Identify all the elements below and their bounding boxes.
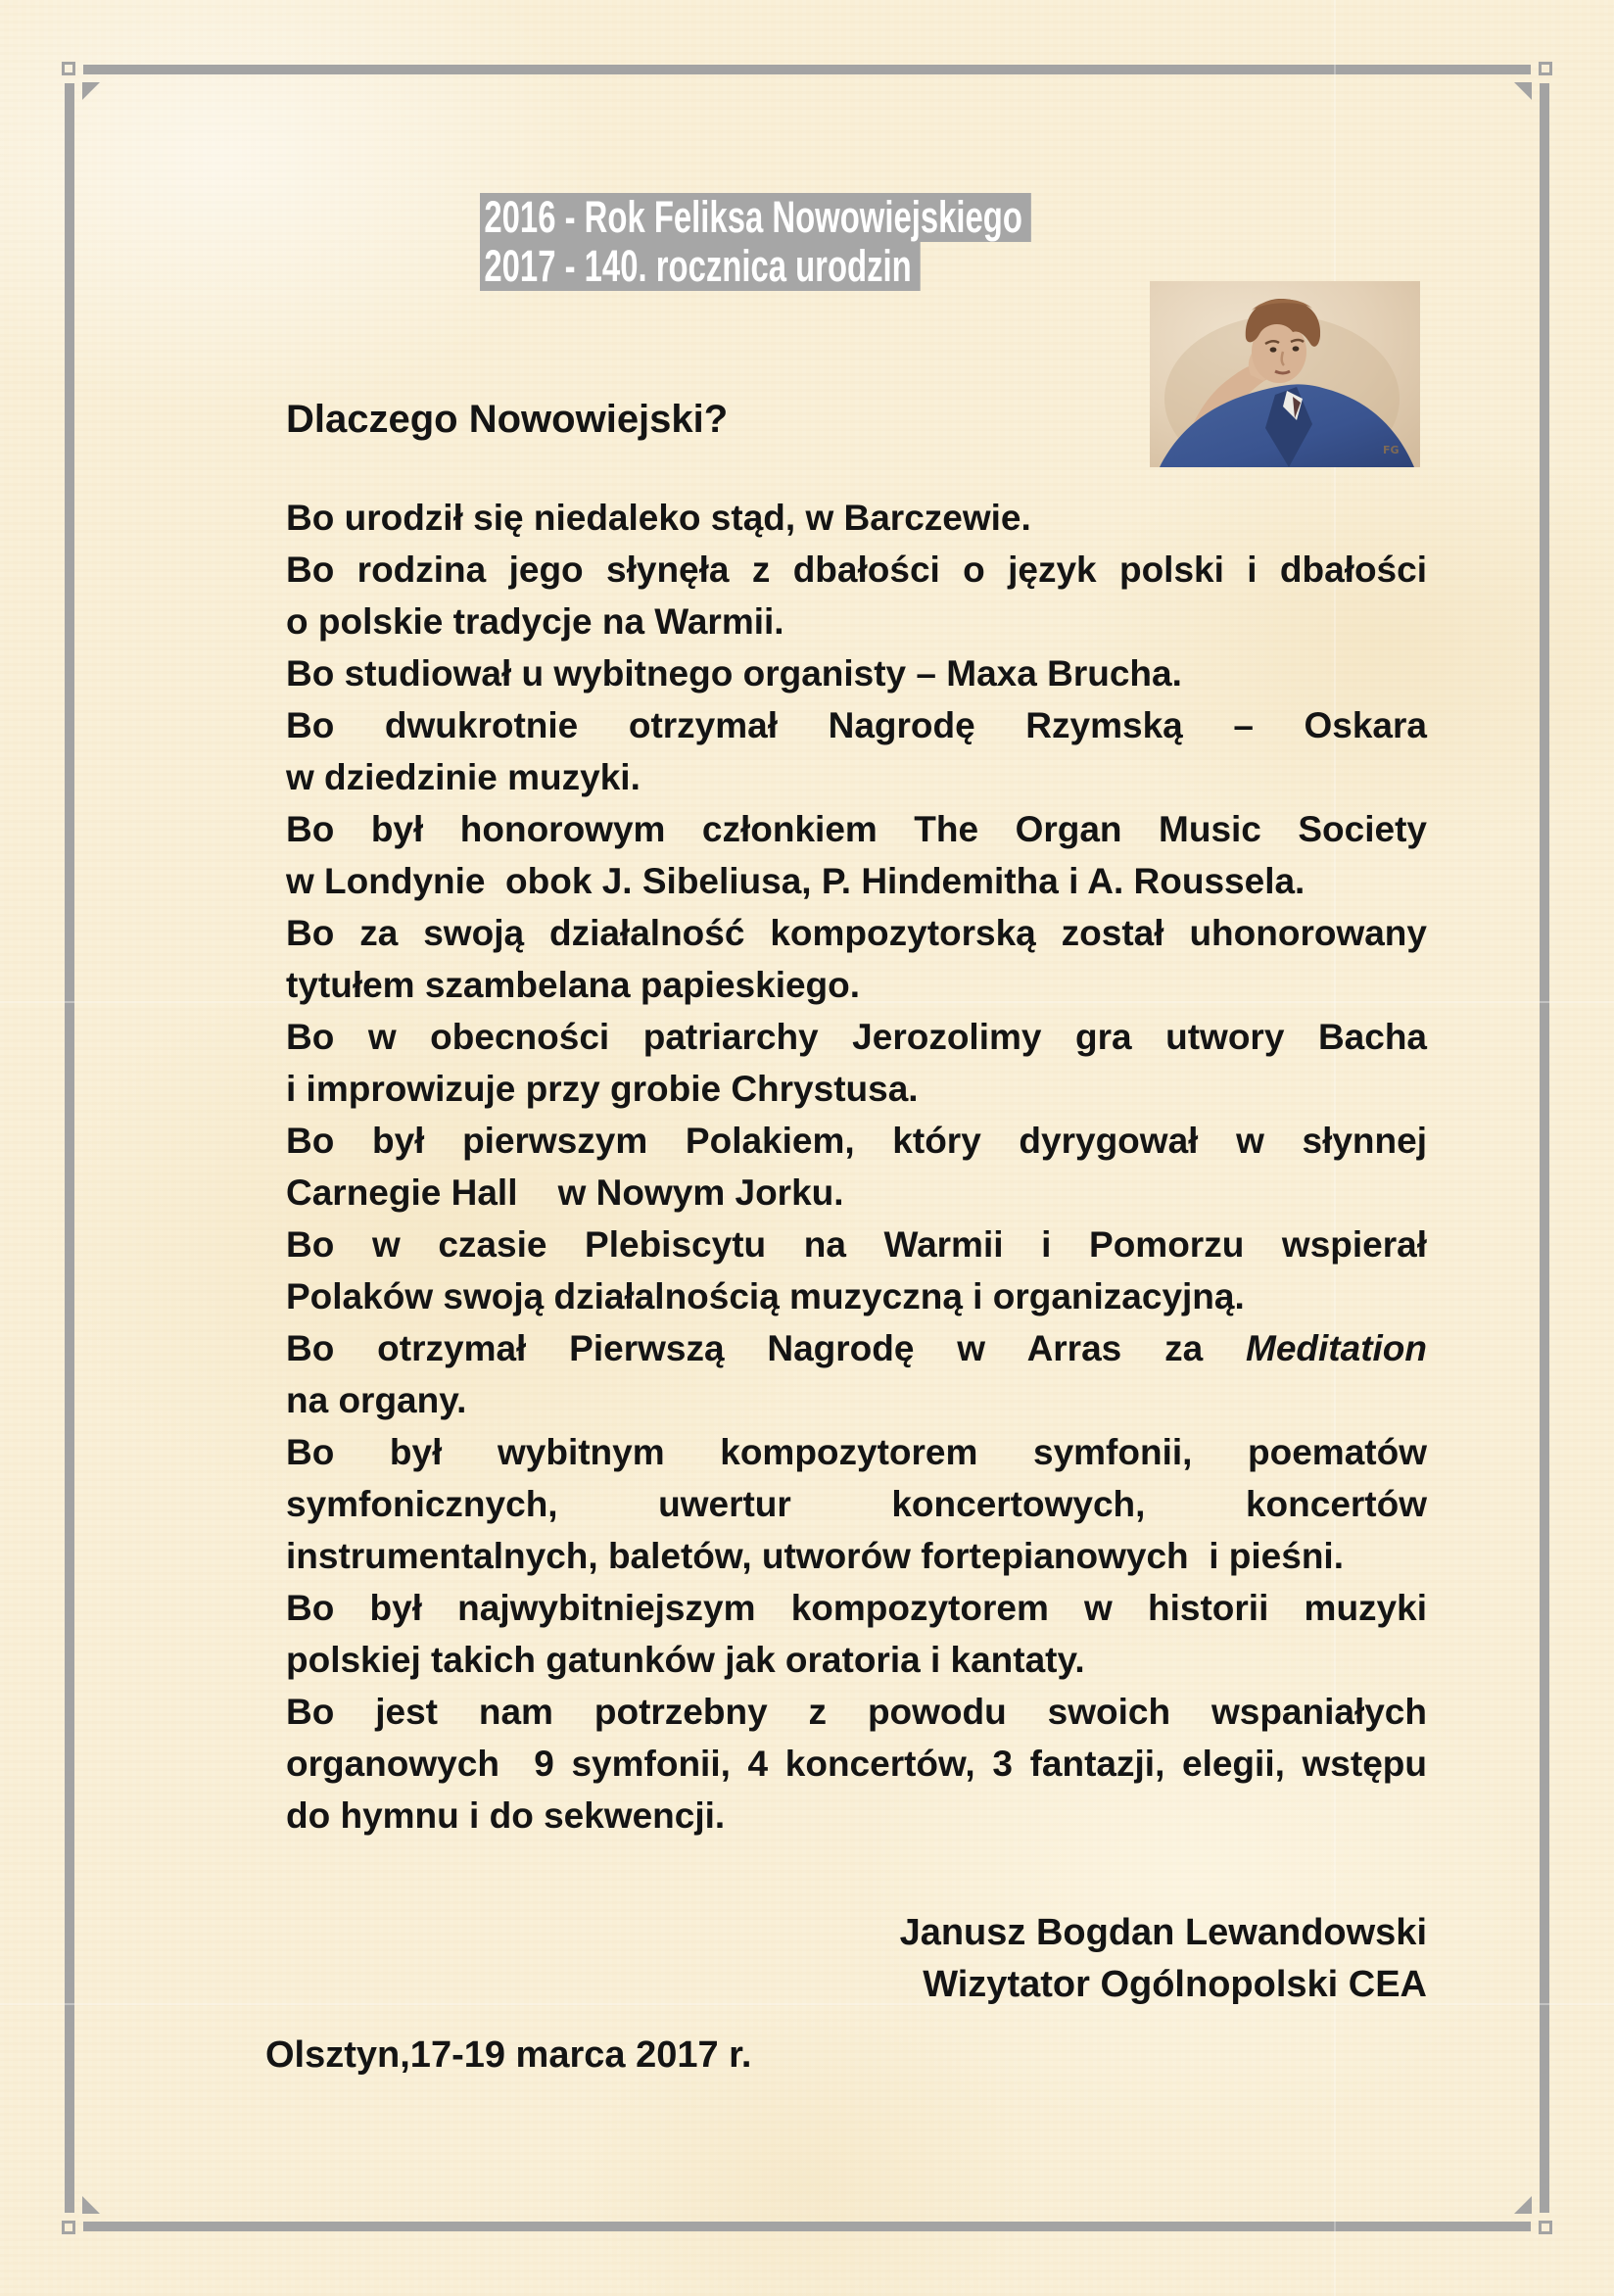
body-line: o polskie tradycje na Warmii. bbox=[286, 601, 784, 642]
header-highlight-1: 2016 - Rok Feliksa Nowowiejskiego bbox=[480, 193, 1031, 242]
frame-corner-square-top-right bbox=[1539, 62, 1552, 75]
svg-text:FG: FG bbox=[1383, 444, 1400, 456]
signature-block bbox=[286, 1907, 1427, 2011]
body-line: Bo studiował u wybitnego organisty – Maxa Brucha. bbox=[286, 653, 1182, 694]
body-line: Carnegie Hall w Nowym Jorku. bbox=[286, 1172, 844, 1213]
body-line: instrumentalnych, baletów, utworów fortepianowych i pieśni. bbox=[286, 1536, 1344, 1576]
body-line: w Londynie obok J. Sibeliusa, P. Hindemitha i A. Roussela. bbox=[286, 861, 1305, 901]
body-text bbox=[286, 492, 1427, 1842]
signature-role: Wizytator Ogólnopolski CEA bbox=[923, 1964, 1427, 2005]
body-line: Bo urodził się niedaleko stąd, w Barczewie. bbox=[286, 498, 1031, 538]
frame-corner-triangle-bottom-left bbox=[82, 2196, 100, 2214]
header-block bbox=[480, 193, 1235, 291]
body-line: Bo jest nam potrzebny z powodu swoich wspaniałych bbox=[286, 1692, 1427, 1732]
body-line: Bo był pierwszym Polakiem, który dyrygował w słynnej bbox=[286, 1121, 1427, 1161]
body-line: organowych 9 symfonii, 4 koncertów, 3 fantazji, elegii, wstępu bbox=[286, 1744, 1427, 1784]
header-line bbox=[480, 242, 1235, 291]
portrait-painting bbox=[1150, 281, 1420, 467]
body-line: Bo był honorowym członkiem The Organ Music Society bbox=[286, 809, 1427, 849]
body-line: Bo był wybitnym kompozytorem symfonii, poematów bbox=[286, 1432, 1427, 1472]
body-line: Bo był najwybitniejszym kompozytorem w historii muzyki bbox=[286, 1588, 1427, 1628]
frame-top-bar bbox=[83, 65, 1531, 74]
body-line: Bo dwukrotnie otrzymał Nagrodę Rzymską – Oskara bbox=[286, 705, 1427, 745]
page-title: Dlaczego Nowowiejski? bbox=[286, 398, 729, 441]
frame-left-bar bbox=[65, 83, 74, 2213]
frame-corner-square-bottom-left bbox=[62, 2221, 75, 2234]
body-line: Bo rodzina jego słynęła z dbałości o język polski i dbałości bbox=[286, 550, 1427, 590]
body-line: i improwizuje przy grobie Chrystusa. bbox=[286, 1069, 919, 1109]
frame-corner-triangle-top-right bbox=[1514, 82, 1532, 100]
body-line: Bo w czasie Plebiscytu na Warmii i Pomorzu wspierał bbox=[286, 1224, 1427, 1265]
header-highlight-2: 2017 - 140. rocznica urodzin bbox=[480, 242, 920, 291]
signature-name: Janusz Bogdan Lewandowski bbox=[899, 1912, 1427, 1953]
body-line: Bo za swoją działalność kompozytorską został uhonorowany bbox=[286, 913, 1427, 953]
body-line: polskiej takich gatunków jak oratoria i kantaty. bbox=[286, 1640, 1085, 1680]
frame-right-bar bbox=[1540, 83, 1549, 2213]
frame-corner-square-bottom-right bbox=[1539, 2221, 1552, 2234]
header-line bbox=[480, 193, 1235, 242]
frame-corner-square-top-left bbox=[62, 62, 75, 75]
body-line: Bo w obecności patriarchy Jerozolimy gra utwory Bacha bbox=[286, 1017, 1427, 1057]
body-line: w dziedzinie muzyki. bbox=[286, 757, 641, 797]
body-line: Bo otrzymał Pierwszą Nagrodę w Arras za Meditation bbox=[286, 1328, 1427, 1368]
body-line: na organy. bbox=[286, 1380, 467, 1420]
body-line: symfonicznych, uwertur koncertowych, koncertów bbox=[286, 1484, 1427, 1524]
body-line: tytułem szambelana papieskiego. bbox=[286, 965, 861, 1005]
body-line: Polaków swoją działalnością muzyczną i organizacyjną. bbox=[286, 1276, 1245, 1316]
frame-bottom-bar bbox=[83, 2222, 1531, 2231]
portrait-image bbox=[1150, 281, 1420, 467]
body-line: do hymnu i do sekwencji. bbox=[286, 1795, 726, 1836]
place-date-line: Olsztyn,17-19 marca 2017 r. bbox=[265, 2034, 752, 2076]
frame-corner-triangle-bottom-right bbox=[1514, 2196, 1532, 2214]
frame-corner-triangle-top-left bbox=[82, 82, 100, 100]
